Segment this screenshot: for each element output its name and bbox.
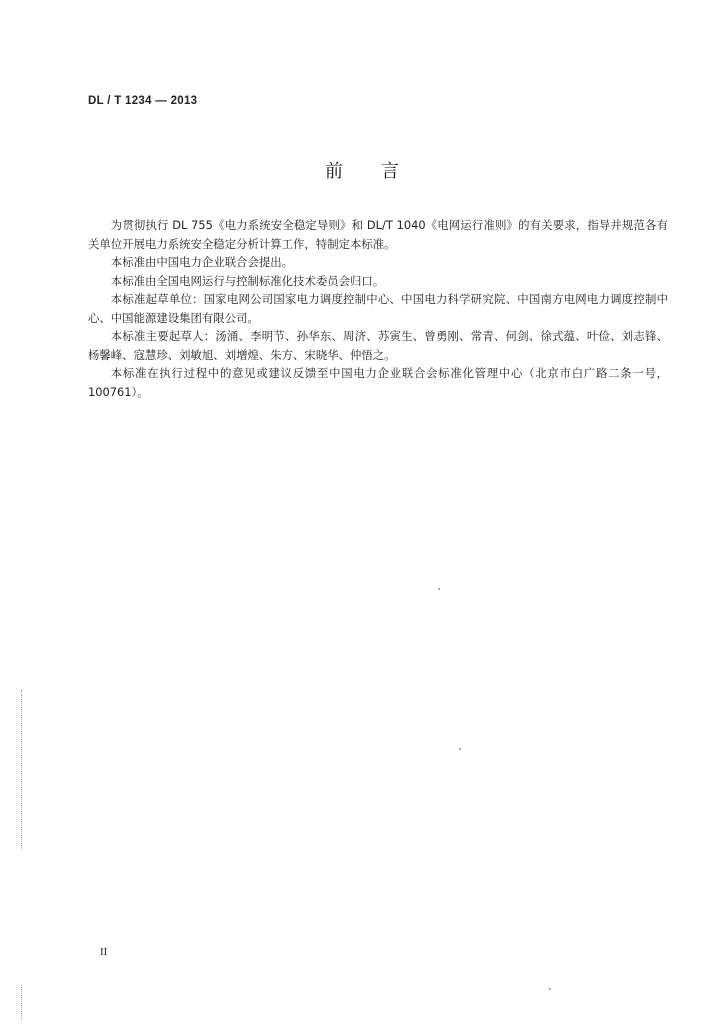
binding-margin-marks [21, 690, 24, 850]
paragraph-administrator: 本标准由全国电网运行与控制标准化技术委员会归口。 [110, 273, 385, 288]
paragraph-drafters: 本标准主要起草人：汤涌、李明节、孙华东、周济、苏寅生、曾勇刚、常青、何剑、徐式蕴、叶俭、刘志锋、杨馨峰、寇慧珍、刘敏旭、刘增煌、朱方、宋晓华、仲悟之。 [88, 329, 668, 362]
binding-margin-marks-lower [21, 985, 24, 1020]
scan-speck [459, 748, 461, 750]
paragraph-drafting-units: 本标准起草单位：国家电网公司国家电力调度控制中心、中国电力科学研究院、中国南方电网电力调度控制中心、中国能源建设集团有限公司。 [88, 292, 668, 325]
paragraph-feedback: 本标准在执行过程中的意见或建议反馈至中国电力企业联合会标准化管理中心（北京市白广路二条一号，100761）。 [88, 366, 668, 399]
paragraph-proposer: 本标准由中国电力企业联合会提出。 [110, 255, 294, 269]
scan-speck [438, 588, 440, 590]
paragraph-purpose: 为贯彻执行 DL 755《电力系统安全稳定导则》和 DL/T 1040《电网运行准则》的有关要求，指导并规范各有关单位开展电力系统安全稳定分析计算工作，特制定本标准。 [88, 218, 668, 251]
document-code: DL / T 1234 — 2013 [88, 95, 198, 107]
preface-body [88, 216, 668, 401]
scan-speck [549, 988, 551, 990]
page-title: 前言 [325, 161, 437, 182]
page-number: II [100, 946, 108, 958]
